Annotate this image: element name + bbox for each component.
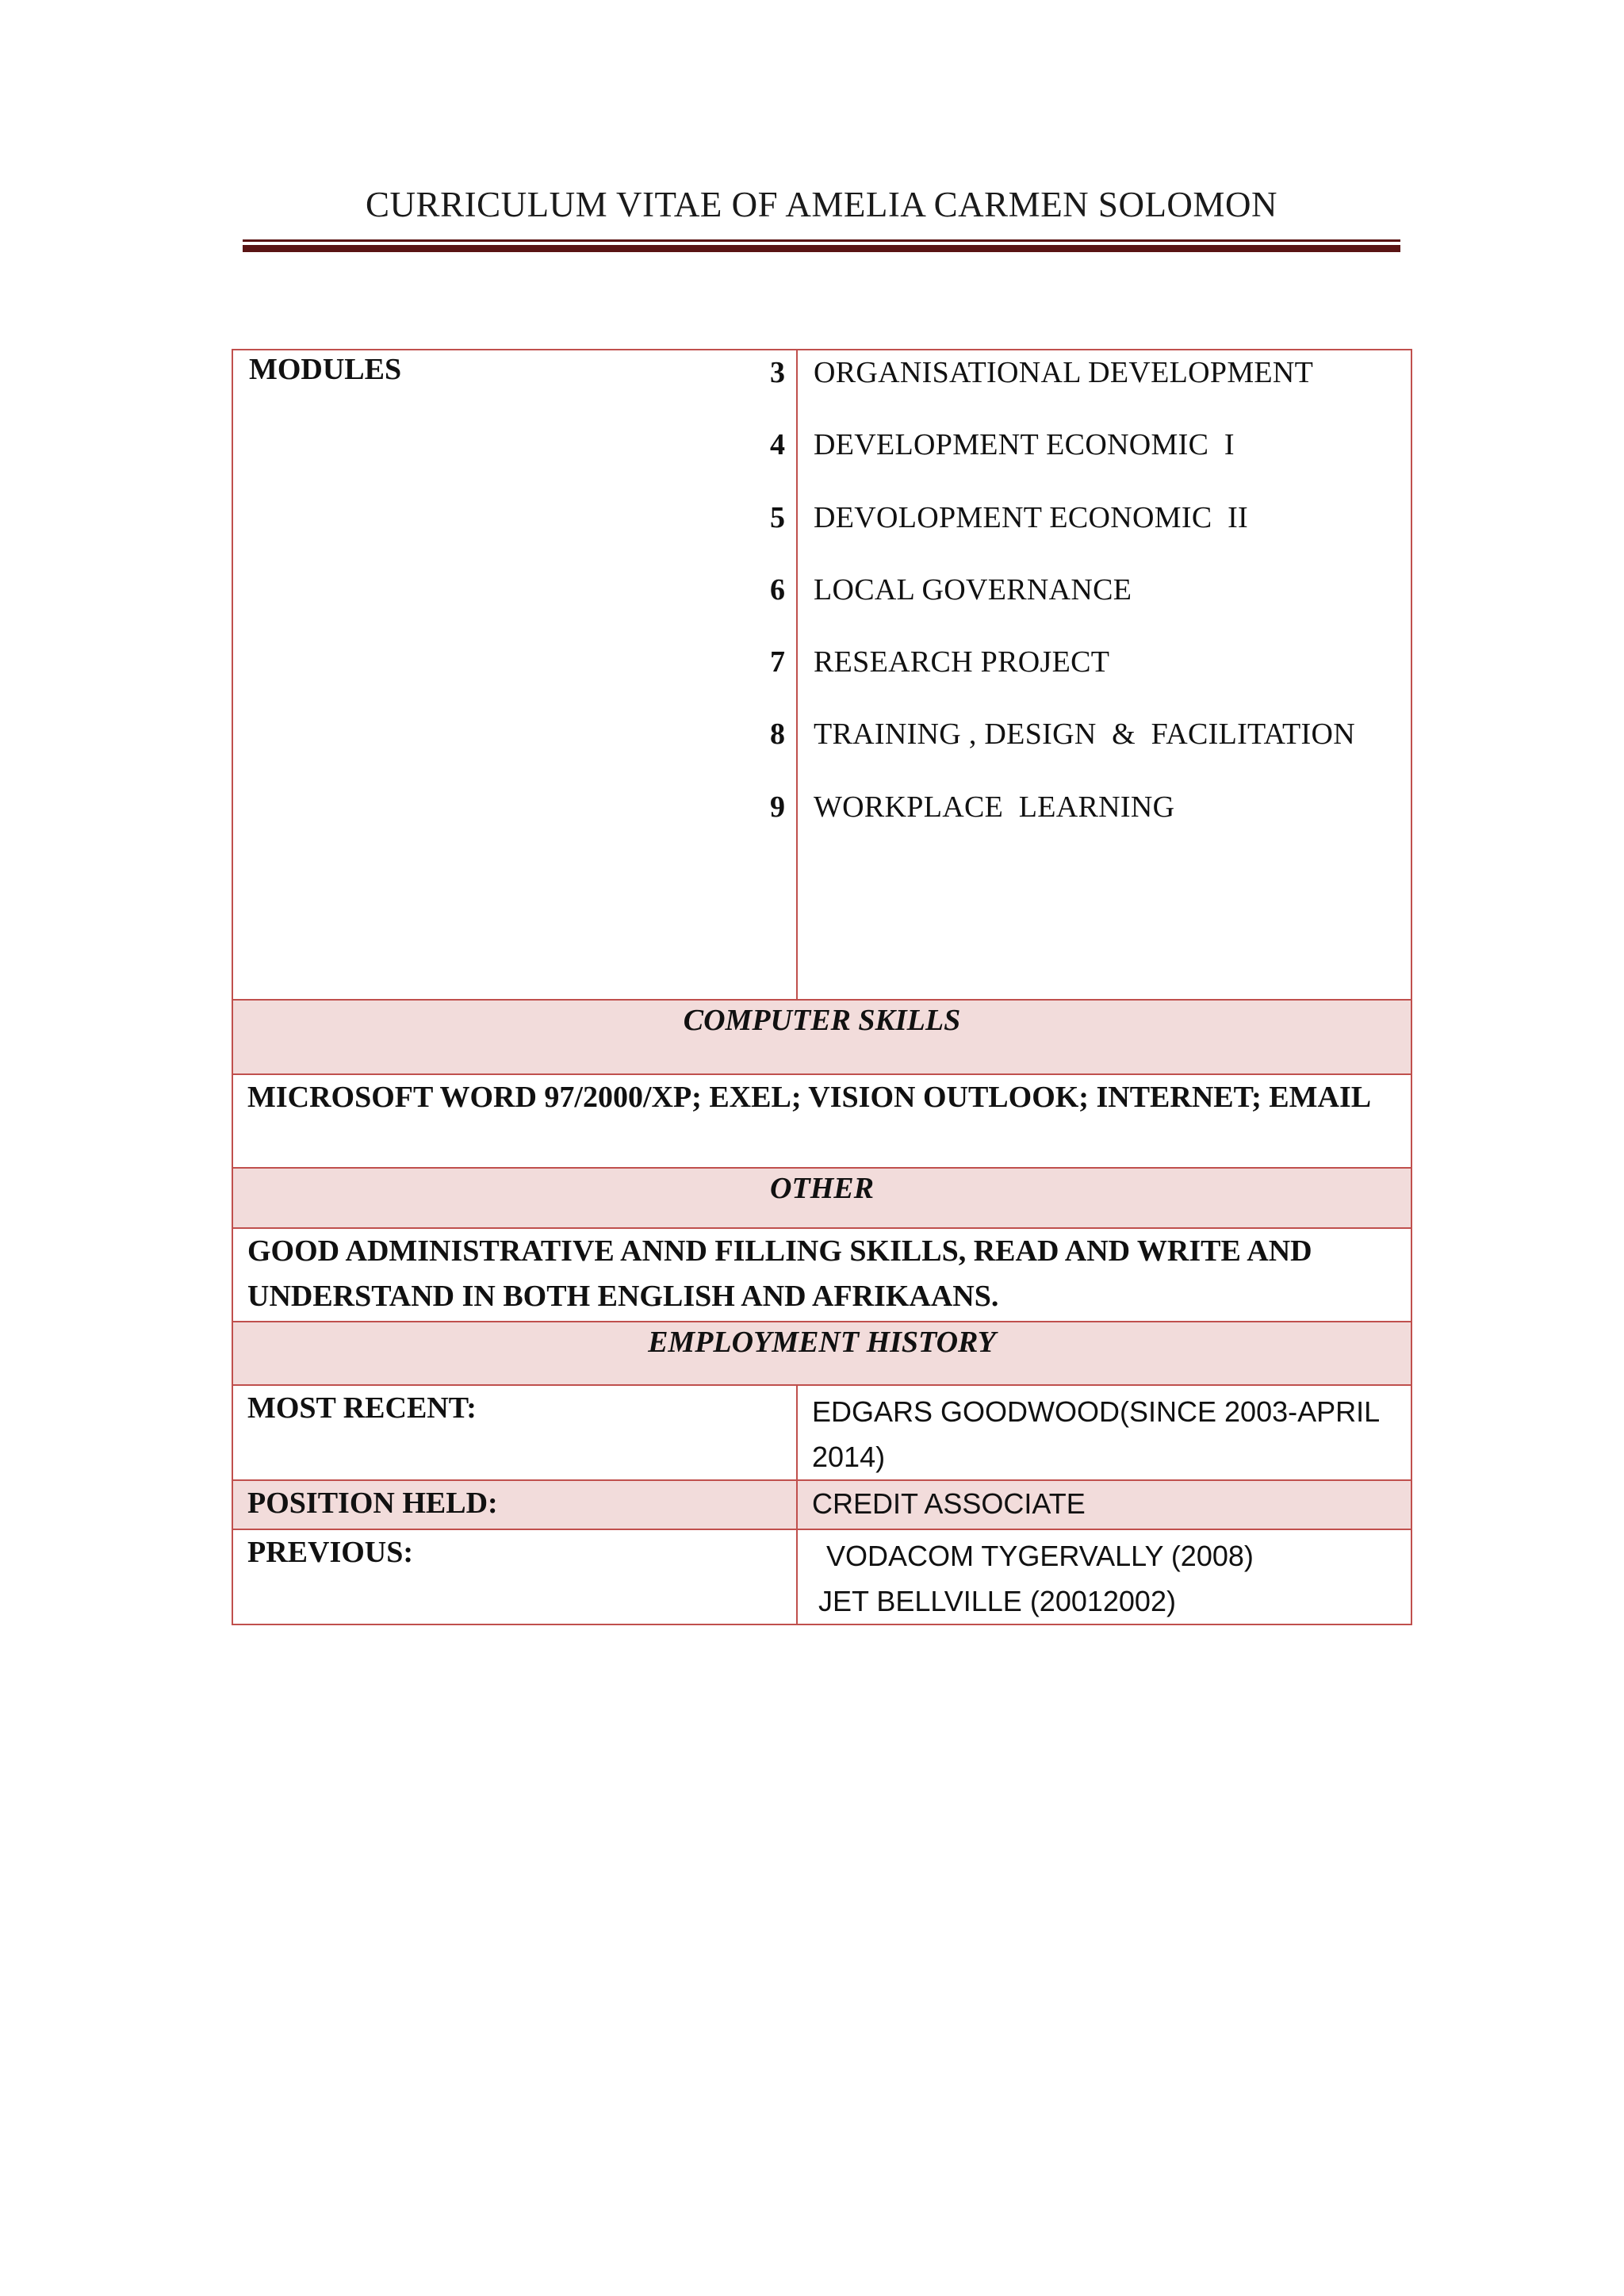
- previous-employer: VODACOM TYGERVALLY (2008): [826, 1540, 1254, 1572]
- previous-values: [797, 1529, 1411, 1624]
- previous-label: PREVIOUS:: [232, 1529, 797, 1624]
- position-row: [232, 1480, 1411, 1529]
- module-numbers: [770, 352, 785, 859]
- module-number: 4: [770, 428, 785, 462]
- previous-row: [232, 1529, 1411, 1624]
- most-recent-row: [232, 1385, 1411, 1480]
- position-label: POSITION HELD:: [232, 1480, 797, 1529]
- most-recent-value: EDGARS GOODWOOD(SINCE 2003-APRIL 2014): [797, 1385, 1411, 1480]
- other-row: [232, 1228, 1411, 1322]
- previous-employer: JET BELLVILLE (20012002): [818, 1585, 1176, 1617]
- module-number: 7: [770, 645, 785, 679]
- module-name: ORGANISATIONAL DEVELOPMENT: [814, 356, 1314, 389]
- other-heading-row: [232, 1168, 1411, 1228]
- modules-row: [232, 350, 1411, 1000]
- computer-skills-row: [232, 1074, 1411, 1168]
- computer-skills-text: MICROSOFT WORD 97/2000/XP; EXEL; VISION OUTLOOK; INTERNET; EMAIL: [232, 1074, 1411, 1168]
- computer-skills-heading-row: [232, 1000, 1411, 1074]
- page-title: CURRICULUM VITAE OF AMELIA CARMEN SOLOMON: [366, 185, 1277, 224]
- module-name: RESEARCH PROJECT: [814, 645, 1110, 679]
- modules-right-cell: [797, 350, 1411, 1000]
- employment-heading-row: [232, 1322, 1411, 1385]
- modules-left-cell: [232, 350, 797, 1000]
- employment-heading: EMPLOYMENT HISTORY: [232, 1322, 1411, 1385]
- module-name: DEVOLOPMENT ECONOMIC II: [814, 500, 1248, 534]
- module-number: 9: [770, 790, 785, 824]
- modules-label: MODULES: [249, 353, 402, 386]
- module-name: LOCAL GOVERNANCE: [814, 572, 1132, 607]
- module-name: WORKPLACE LEARNING: [814, 790, 1175, 824]
- header-rule-thick: [243, 245, 1400, 252]
- module-number: 8: [770, 718, 785, 752]
- position-value: CREDIT ASSOCIATE: [797, 1480, 1411, 1529]
- module-number: 5: [770, 500, 785, 534]
- module-list: [798, 350, 1411, 859]
- other-heading: OTHER: [232, 1168, 1411, 1228]
- module-number: 3: [770, 356, 785, 389]
- header-rule-thin: [243, 239, 1400, 242]
- most-recent-label: MOST RECENT:: [232, 1385, 797, 1480]
- cv-table: [232, 349, 1412, 1625]
- computer-skills-heading: COMPUTER SKILLS: [232, 1000, 1411, 1074]
- module-name: DEVELOPMENT ECONOMIC I: [814, 428, 1235, 462]
- module-number: 6: [770, 572, 785, 607]
- module-name: TRAINING , DESIGN & FACILITATION: [814, 718, 1355, 752]
- other-text: GOOD ADMINISTRATIVE ANND FILLING SKILLS, READ AND WRITE AND UNDERSTAND IN BOTH ENGLISH AND AFRIKAANS.: [232, 1228, 1411, 1322]
